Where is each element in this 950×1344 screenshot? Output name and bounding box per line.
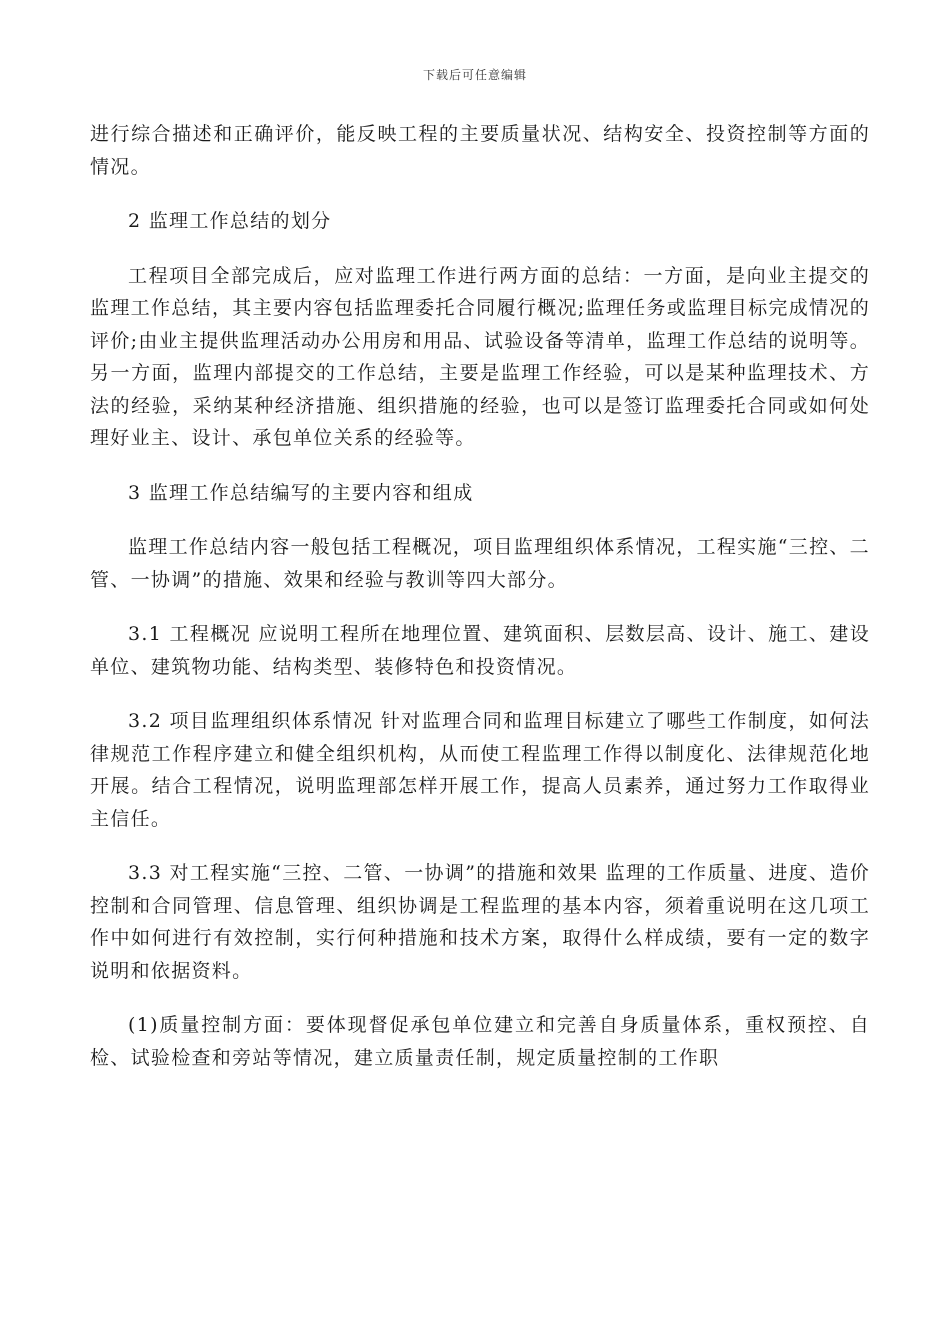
paragraph-3: 监理工作总结内容一般包括工程概况，项目监理组织体系情况，工程实施“三控、二管、一协调”的措施、效果和经验与教训等四大部分。 [90, 536, 870, 591]
paragraph-quality-control: (1)质量控制方面：要体现督促承包单位建立和完善自身质量体系，重权预控、自检、试验检查和旁站等情况，建立质量责任制，规定质量控制的工作职 [90, 1014, 870, 1069]
paragraph-3-2: 3.2 项目监理组织体系情况 针对监理合同和监理目标建立了哪些工作制度，如何法律规范工作程序建立和健全组织机构，从而使工程监理工作得以制度化、法律规范化地开展。结合工程情况，说明监理部怎样开展工作，提高人员素养，通过努力工作取得业主信任。 [90, 710, 870, 830]
paragraph-2: 工程项目全部完成后，应对监理工作进行两方面的总结：一方面，是向业主提交的监理工作总结，其主要内容包括监理委托合同履行概况;监理任务或监理目标完成情况的评价;由业主提供监理活动办公用房和用品、试验设备等清单，监理工作总结的说明等。另一方面，监理内部提交的工作总结，主要是监理工作经验，可以是某种监理技术、方法的经验，采纳某种经济措施、组织措施的经验，也可以是签订监理委托合同或如何处理好业主、设计、承包单位关系的经验等。 [90, 264, 870, 449]
document-body [90, 118, 870, 1096]
section-heading-2: 2 监理工作总结的划分 [128, 210, 332, 232]
paragraph-3-3: 3.3 对工程实施“三控、二管、一协调”的措施和效果 监理的工作质量、进度、造价控制和合同管理、信息管理、组织协调是工程监理的基本内容，须着重说明在这几项工作中如何进行有效控制，实行何种措施和技术方案，取得什么样成绩，要有一定的数字说明和依据资料。 [90, 862, 870, 982]
paragraph-1: 进行综合描述和正确评价，能反映工程的主要质量状况、结构安全、投资控制等方面的情况。 [90, 123, 870, 178]
section-heading-3: 3 监理工作总结编写的主要内容和组成 [128, 481, 474, 504]
paragraph-3-1: 3.1 工程概况 应说明工程所在地理位置、建筑面积、层数层高、设计、施工、建设单位、建筑物功能、结构类型、装修特色和投资情况。 [90, 623, 870, 678]
page-header: 下载后可任意编辑 [422, 68, 527, 82]
